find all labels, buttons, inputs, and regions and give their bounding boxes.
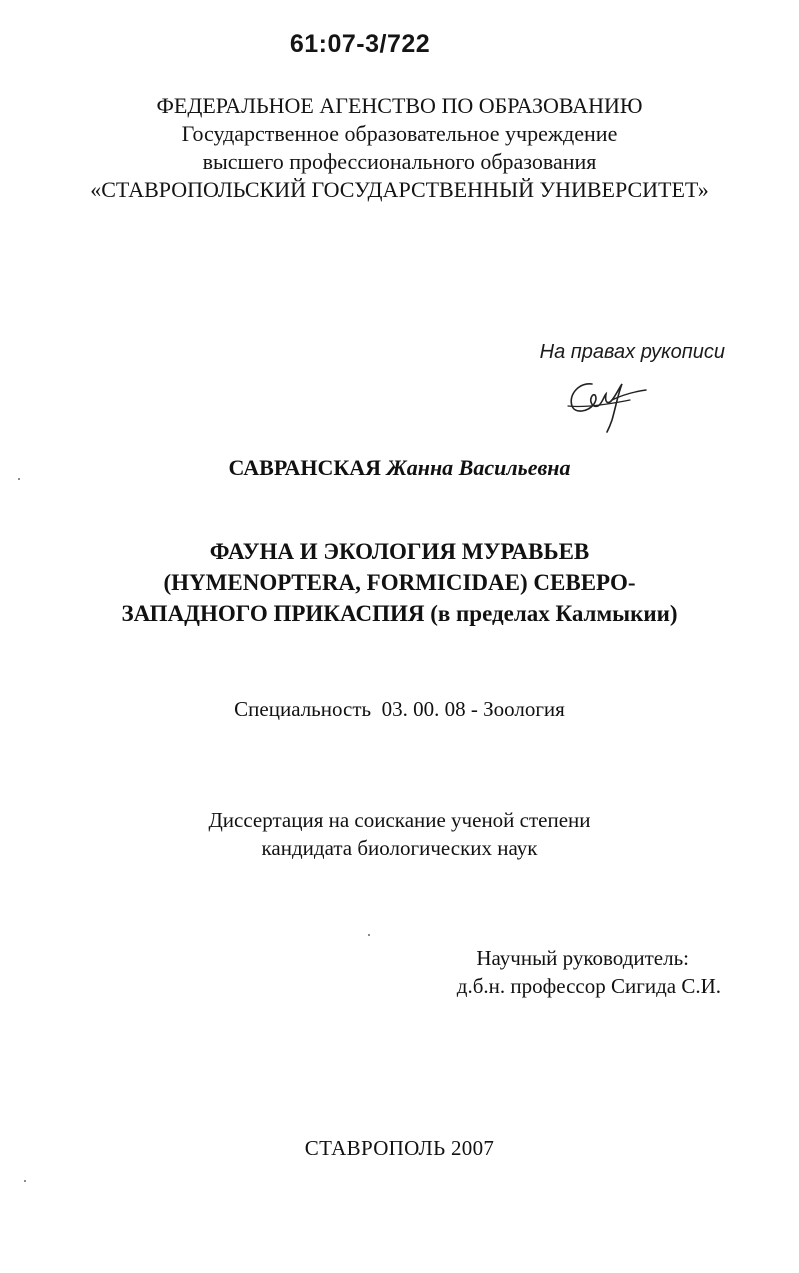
author-surname: САВРАНСКАЯ xyxy=(228,455,382,480)
author-given-names: Жанна Васильевна xyxy=(386,455,571,480)
institution-type-line-1: Государственное образовательное учреждение xyxy=(181,121,618,146)
supervisor-label: Научный руководитель: xyxy=(476,946,689,970)
title-line-1: ФАУНА И ЭКОЛОГИЯ МУРАВЬЕВ xyxy=(209,539,590,564)
scan-speck xyxy=(18,478,20,480)
title-line-2: (HYMENOPTERA, FORMICIDAE) СЕВЕРО- xyxy=(163,570,636,595)
archive-code: 61:07-3/722 xyxy=(289,30,431,58)
institution-type-line-2: высшего профессионального образования xyxy=(202,149,597,174)
signature xyxy=(562,370,652,434)
scan-speck xyxy=(368,934,370,936)
city-year: СТАВРОПОЛЬ 2007 xyxy=(304,1136,495,1160)
university-name: «СТАВРОПОЛЬСКИЙ ГОСУДАРСТВЕННЫЙ УНИВЕРСИТЕТ» xyxy=(90,177,709,202)
dissertation-line-2: кандидата биологических наук xyxy=(261,836,538,860)
supervisor-name: д.б.н. профессор Сигида С.И. xyxy=(456,974,721,998)
title-line-3: ЗАПАДНОГО ПРИКАСПИЯ (в пределах Калмыкии) xyxy=(121,601,678,626)
scan-speck xyxy=(24,1180,26,1182)
agency-name: ФЕДЕРАЛЬНОЕ АГЕНСТВО ПО ОБРАЗОВАНИЮ xyxy=(156,93,643,118)
author-name xyxy=(0,455,799,481)
dissertation-line-1: Диссертация на соискание ученой степени xyxy=(208,808,591,832)
manuscript-rights-note: На правах рукописи xyxy=(539,341,725,363)
specialty: Специальность 03. 00. 08 - Зоология xyxy=(234,697,565,721)
